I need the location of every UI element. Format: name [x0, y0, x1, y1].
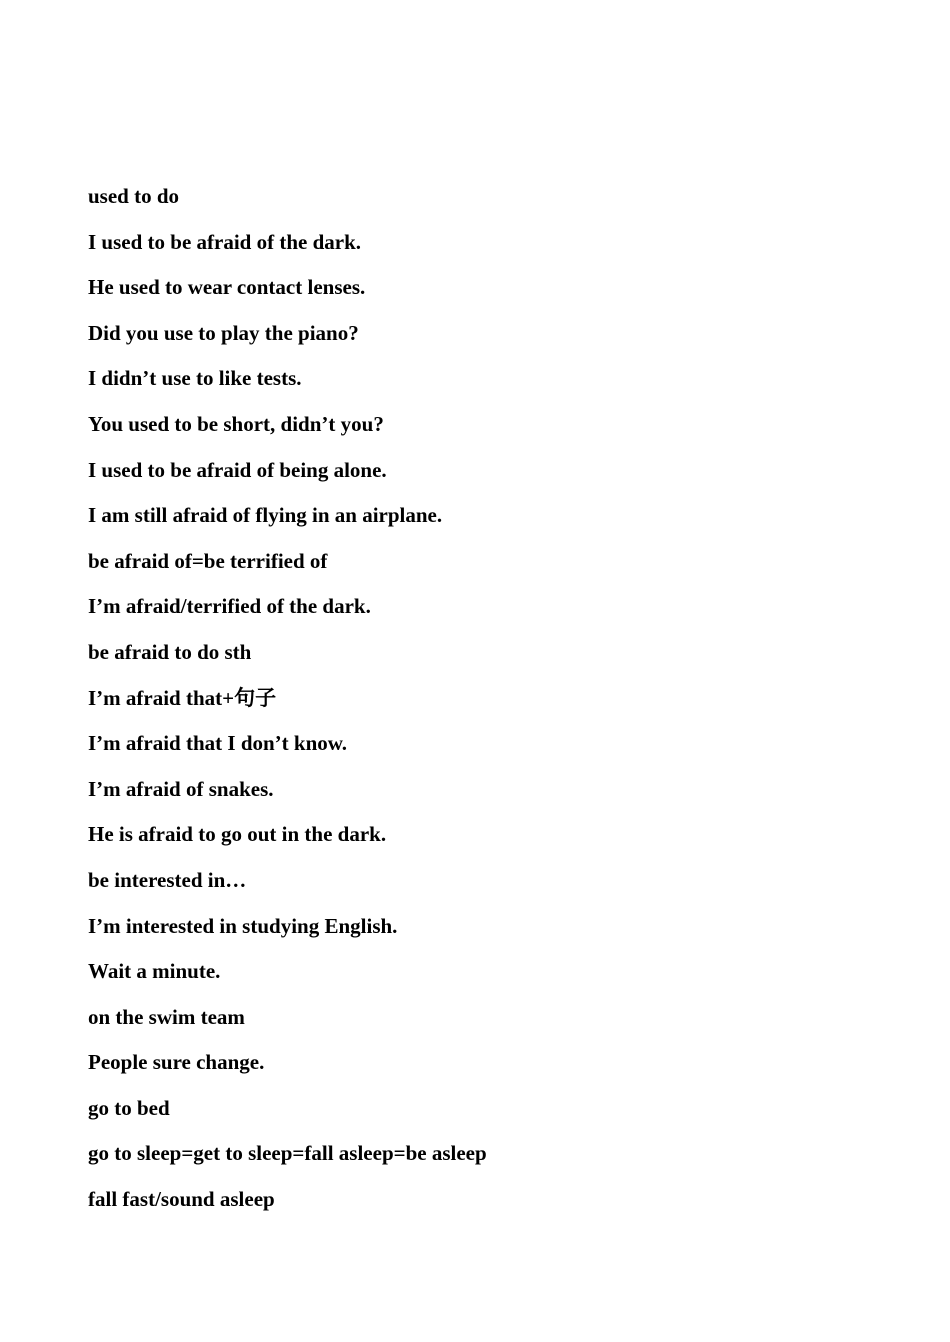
text-line: I’m afraid that I don’t know.	[88, 731, 348, 756]
text-line: go to sleep=get to sleep=fall asleep=be asleep	[88, 1141, 487, 1166]
text-line: used to do	[88, 184, 180, 208]
text-line: I’m afraid/terrified of the dark.	[88, 594, 371, 619]
text-line: go to bed	[88, 1095, 170, 1120]
text-line: People sure change.	[88, 1050, 265, 1075]
text-line: You used to be short, didn’t you?	[88, 411, 384, 436]
text-line: fall fast/sound asleep	[88, 1187, 275, 1212]
text-line: I’m interested in studying English.	[88, 913, 398, 938]
text-line: I didn’t use to like tests.	[88, 366, 302, 391]
text-line: I’m afraid that+句子	[88, 685, 277, 710]
text-line: He is afraid to go out in the dark.	[88, 822, 387, 847]
text-lines	[88, 180, 888, 1229]
text-line: be afraid of=be terrified of	[88, 548, 328, 573]
text-line: be afraid to do sth	[88, 639, 252, 664]
text-line: I used to be afraid of the dark.	[88, 229, 362, 254]
text-line: I used to be afraid of being alone.	[88, 457, 387, 482]
text-line: I’m afraid of snakes.	[88, 776, 274, 801]
text-line: I am still afraid of flying in an airplane.	[88, 503, 443, 528]
text-line: He used to wear contact lenses.	[88, 275, 366, 300]
text-line: on the swim team	[88, 1004, 245, 1029]
text-line: Wait a minute.	[88, 959, 221, 984]
text-line: Did you use to play the piano?	[88, 320, 359, 345]
text-line: be interested in…	[88, 867, 247, 892]
